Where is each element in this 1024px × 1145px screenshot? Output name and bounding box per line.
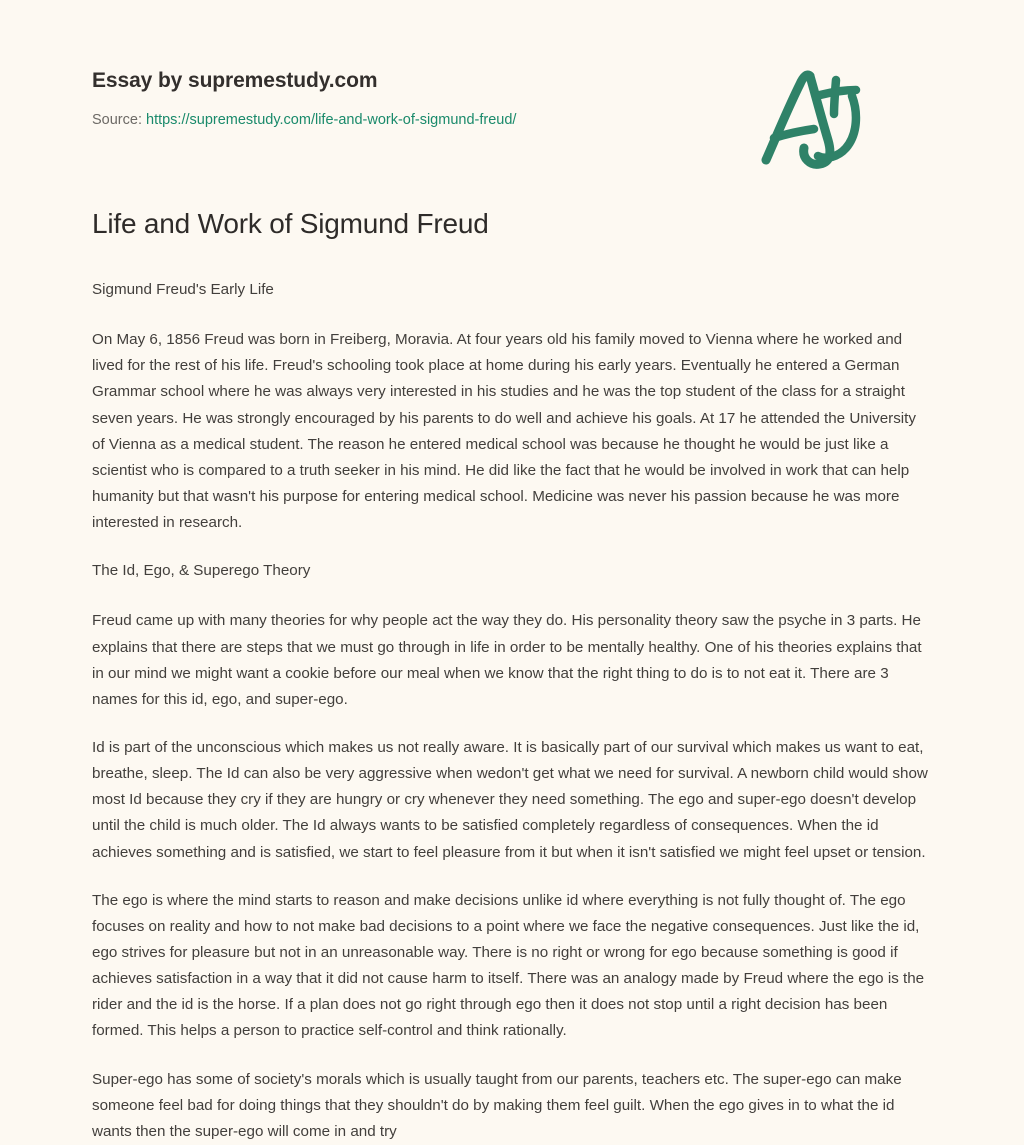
body-paragraph: On May 6, 1856 Freud was born in Freiberg, Moravia. At four years old his family moved to Vienna where he worked and lived for the rest of his life. Freud's schooling took place at home during his early years. Eventually he entered a German Grammar school where he was always very interested in his studies and he was the top student of the class for a straight seven years. He was strongly encouraged by his parents to do well and achieve his goals. At 17 he attended the University of Vienna as a medical student. The reason he entered medical school was because he thought he would be just like a scientist who is compared to a truth seeker in his mind. He did like the fact that he would be involved in work that can help humanity but that wasn't his purpose for entering medical school. Medicine was never his passion because he was more interested in research.: [92, 331, 916, 532]
section-label: The Id, Ego, & Superego Theory: [92, 562, 311, 580]
a-plus-logo-icon: [752, 62, 870, 174]
article: [92, 118, 932, 1145]
page-title: Life and Work of Sigmund Freud: [92, 208, 489, 239]
section-label: Sigmund Freud's Early Life: [92, 281, 274, 298]
a-plus-logo-glyph: [752, 62, 870, 174]
body-paragraph: Super-ego has some of society's morals which is usually taught from our parents, teachers etc. The super-ego can make someone feel bad for doing things that they shouldn't do by making them feel guilt. When the ego gives in to what the id wants then the super-ego will come in and try: [92, 1070, 902, 1140]
source-label: Source:: [92, 112, 146, 129]
page-header: [92, 0, 932, 129]
source-url-link[interactable]: https://supremestudy.com/life-and-work-of-sigmund-freud/: [146, 112, 517, 129]
brand-attribution: Essay by supremestudy.com: [92, 69, 378, 92]
body-paragraph: Id is part of the unconscious which makes us not really aware. It is basically part of our survival which makes us want to eat, breathe, sleep. The Id can also be very aggressive when wedon't get what we need for survival. A newborn child would show most Id because they cry if they are hungry or cry whenever they need something. The ego and super-ego doesn't develop until the child is much older. The Id always wants to be satisfied completely regardless of consequences. When the id achieves something and is satisfied, we start to feel pleasure from it but when it isn't satisfied we might feel upset or tension.: [92, 738, 928, 861]
body-paragraph: The ego is where the mind starts to reason and make decisions unlike id where everything is not fully thought of. The ego focuses on reality and how to not make bad decisions to a point where we face the negative consequences. Just like the id, ego strives for pleasure but not in an unreasonable way. There is no right or wrong for ego because something is good if achieves satisfaction in a way that it did not cause harm to itself. There was an analogy made by Freud where the ego is the rider and the id is the horse. If a plan does not go right through ego then it does not stop until a right decision has been formed. This helps a person to practice self-control and think rationally.: [92, 891, 925, 1040]
article-body: [92, 277, 932, 1145]
body-paragraph: Freud came up with many theories for why people act the way they do. His personality theory saw the psyche in 3 parts. He explains that there are steps that we must go through in life in order to be mentally healthy. One of his theories explains that in our mind we might want a cookie before our meal when we know that the right thing to do is to not eat it. There are 3 names for this id, ego, and super-ego.: [92, 612, 922, 708]
